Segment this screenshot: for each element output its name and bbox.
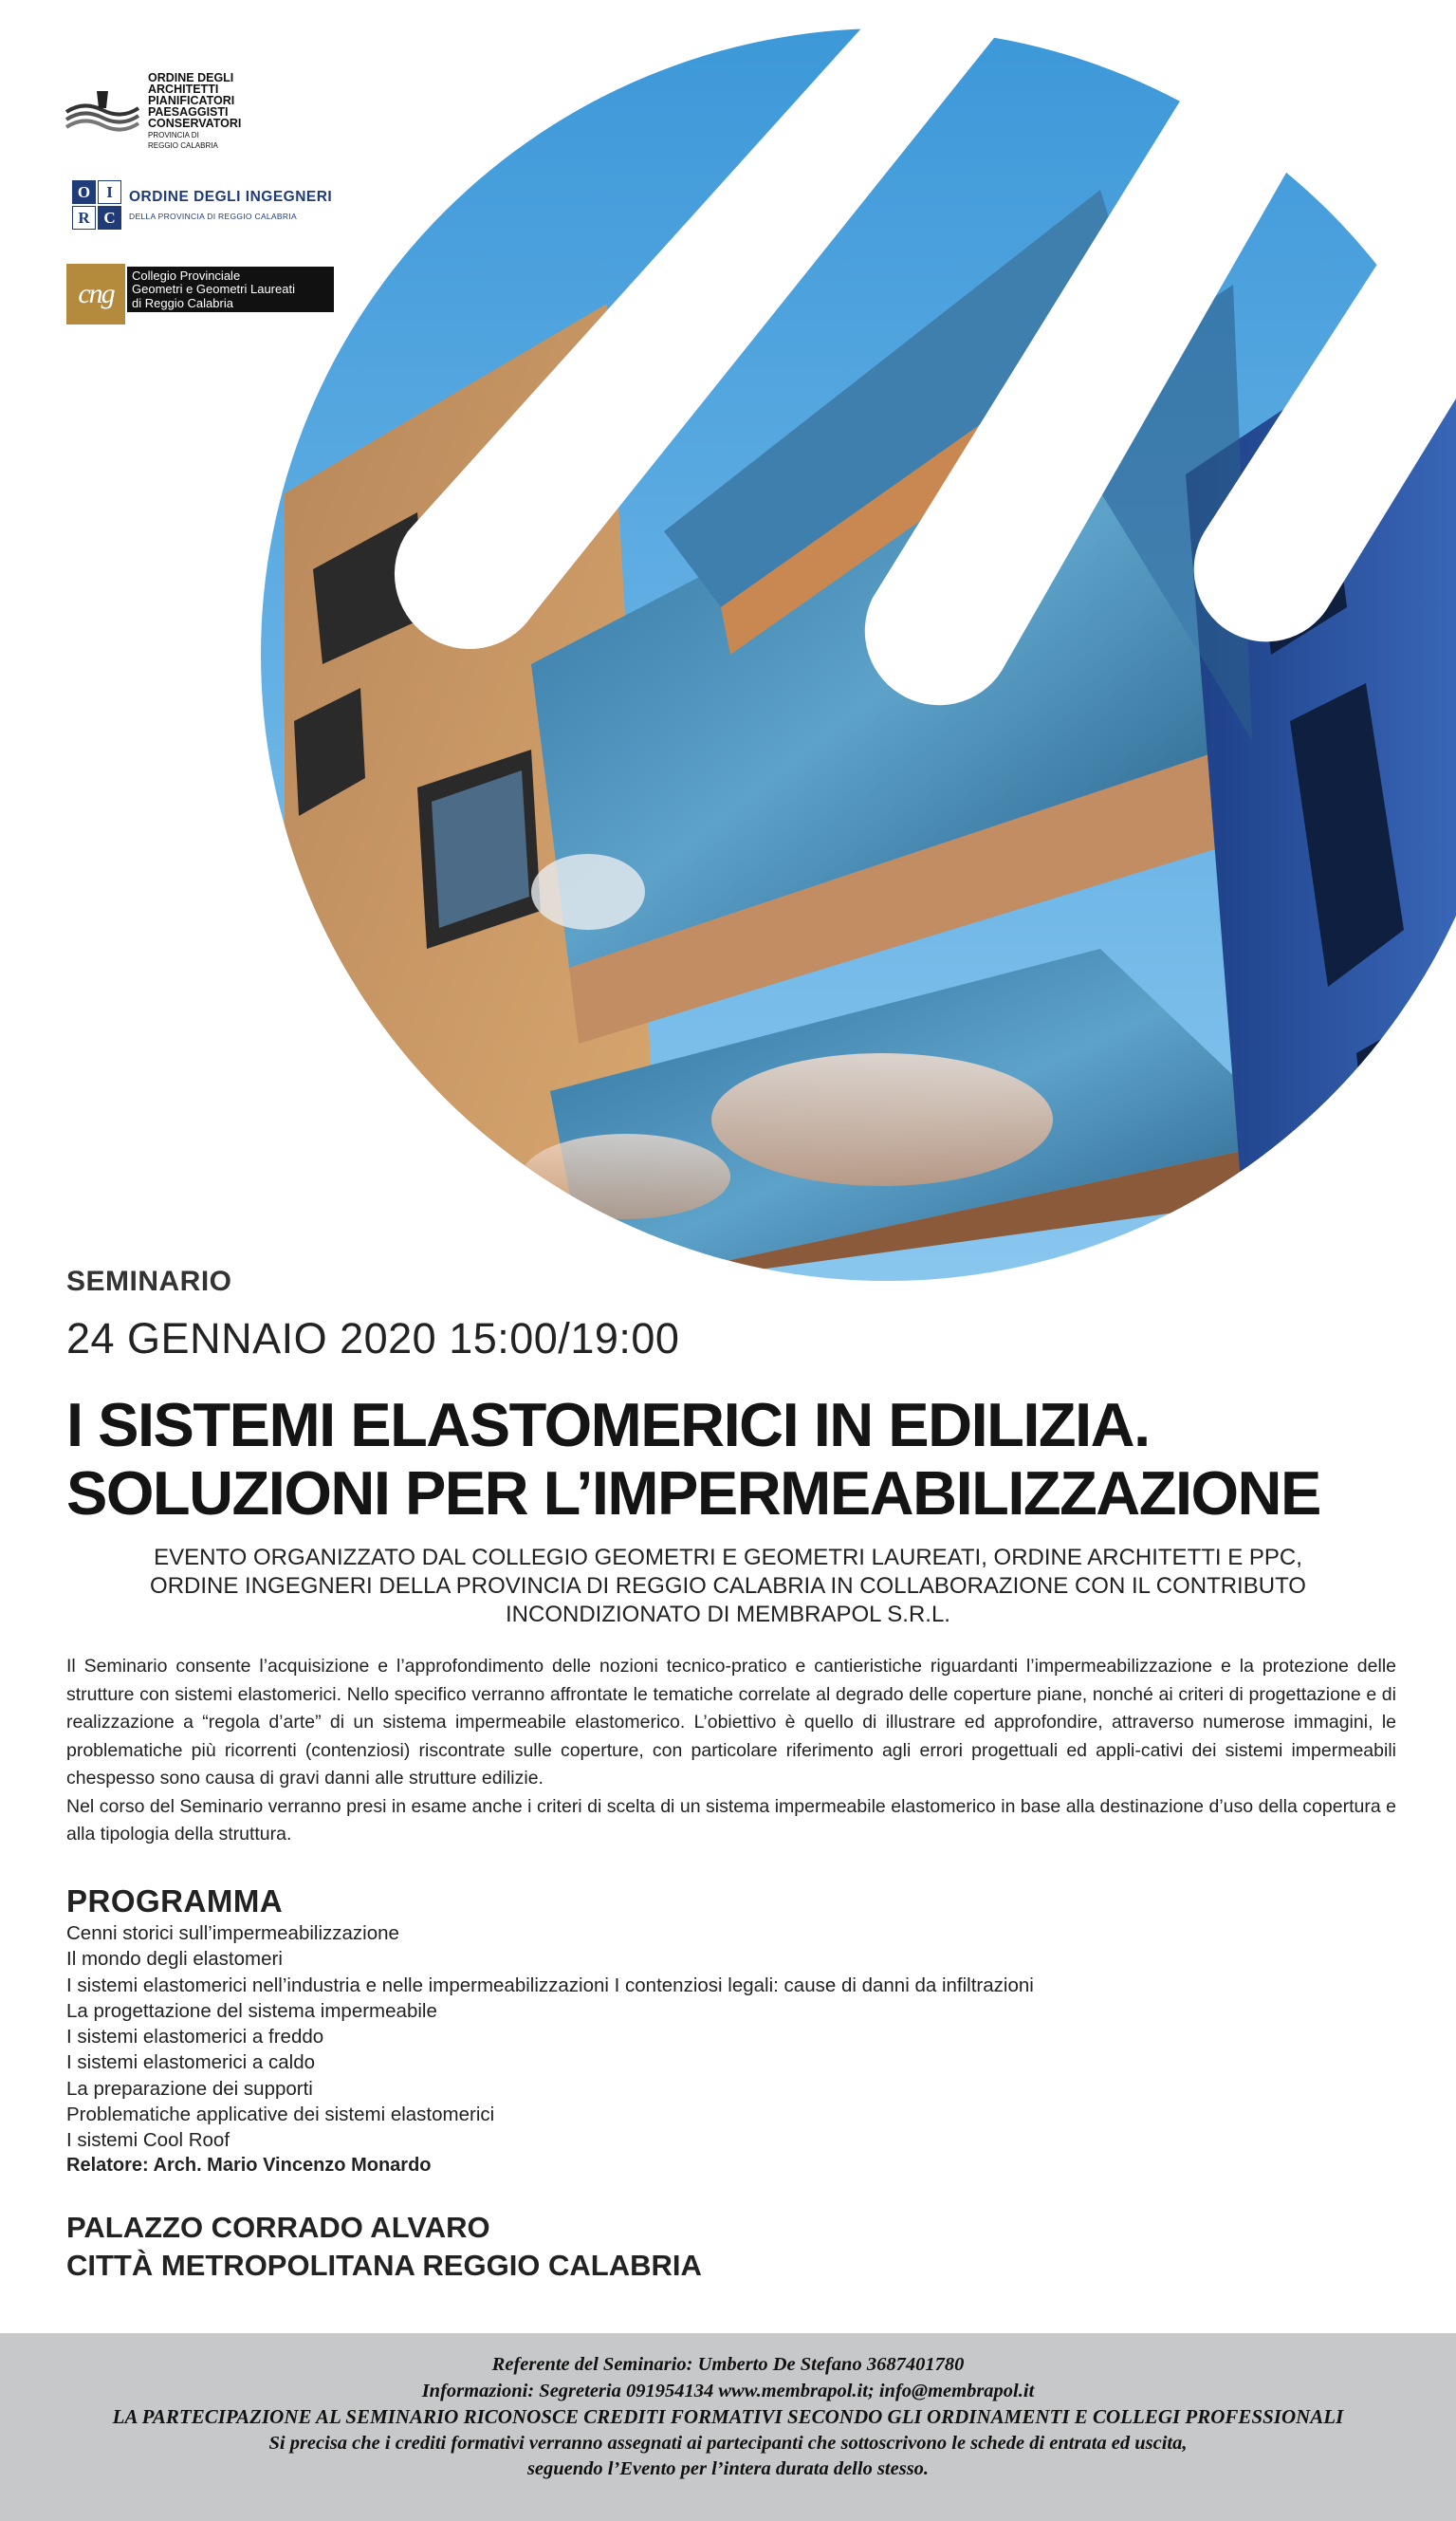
footer-referente: Referente del Seminario: Umberto De Stefano 3687401780 [491,2354,965,2375]
programma-list [66,1920,1034,2154]
programma-heading: PROGRAMMA [66,1883,284,1919]
footer-informazioni: Informazioni: Segreteria 091954134 www.membrapol.it; info@membrapol.it [421,2380,1035,2401]
programma-item: Il mondo degli elastomeri [66,1948,283,1971]
logo-ordine-ingegneri [72,180,332,230]
programma-item: La progettazione del sistema impermeabile [66,1999,437,2022]
footer-nota: seguendo l’Evento per l’intera durata dello stesso. [526,2458,930,2479]
event-organizers: EVENTO ORGANIZZATO DAL COLLEGIO GEOMETRI E GEOMETRI LAUREATI, ORDINE ARCHITETTI E PPC, ORDINE INGEGNERI DELLA PROVINCIA DI REGGIO CALABRIA IN COLLABORAZIONE CON IL CONTRIBUTO INCONDIZIONATO DI MEMBRAPOL S.R.L. [150,1545,1306,1627]
venue: PALAZZO CORRADO ALVARO CITTÀ METROPOLITANA REGGIO CALABRIA [66,2211,702,2282]
event-datetime: 24 GENNAIO 2020 15:00/19:00 [66,1314,680,1362]
programma-item: La preparazione dei supporti [66,2077,313,2100]
footer-nota: Si precisa che i crediti formativi verranno assegnati ai partecipanti che sottoscrivono le schede di entrata ed uscita, [268,2432,1188,2454]
programma-item: Problematiche applicative dei sistemi elastomerici [66,2104,495,2126]
description-paragraph: Nel corso del Seminario verranno presi in esame anche i criteri di scelta di un sistema impermeabile elastomerico in base alla destinazione d’uso della copertura e alla tipologia della struttura. [66,1795,1396,1844]
footer-crediti: LA PARTECIPAZIONE AL SEMINARIO RICONOSCE CREDITI FORMATIVI SECONDO GLI ORDINAMENTI E COLLEGI PROFESSIONALI [112,2405,1344,2428]
event-description [66,1653,1396,1849]
programma-item: I sistemi elastomerici a freddo [66,2026,324,2048]
description-paragraph: Il Seminario consente l’acquisizione e l’approfondimento delle nozioni tecnico-pratico e cantieristiche riguardanti l’impermeabilizzazione e la protezione delle strutture con sistemi elastomerici. Nello specifico verranno affrontate le tematiche correlate al degrado delle coperture piane, nonché ai criteri di progettazione e di realizzazione a “regola d’arte” di un sistema impermeabile elastomerico. L’obiettivo è quello di illustrare ed approfondire, attraverso numerose immagini, le problematiche più ricorrenti (contenziosi) riscontrate sulle coperture, con particolare riferimento agli errori progettuali ed appli-cativi dei sistemi impermeabili chespesso sono causa di gravi danni alle strutture edilizie. [66,1656,1396,1789]
architetti-waves-icon [65,87,140,135]
ingegneri-title: ORDINE DEGLI INGEGNERI [129,189,333,205]
event-kind: SEMINARIO [66,1266,232,1297]
event-title: I SISTEMI ELASTOMERICI IN EDILIZIA. SOLUZIONI PER L’IMPERMEABILIZZAZIONE [66,1390,1320,1528]
programma-item: I sistemi elastomerici nell’industria e nelle impermeabilizzazioni I contenziosi legali: cause di danni da infiltrazioni [66,1974,1034,1996]
programma-item: Cenni storici sull’impermeabilizzazione [66,1922,399,1944]
programma-item: I sistemi elastomerici a caldo [66,2051,316,2074]
geometri-text: Collegio Provinciale Geometri e Geometri Laureati di Reggio Calabria [127,267,334,313]
oirc-mark: O I R C [72,180,121,230]
ingegneri-subtitle: DELLA PROVINCIA DI REGGIO CALABRIA [129,212,297,221]
logo-collegio-geometri [66,264,334,324]
geometri-mark: cng [66,264,125,324]
logo-ordine-architetti [65,72,241,150]
architetti-text: ORDINE DEGLI ARCHITETTI PIANIFICATORI PAESAGGISTI CONSERVATORI PROVINCIA DI REGGIO CALABRIA [148,71,242,150]
relatore: Relatore: Arch. Mario Vincenzo Monardo [66,2155,432,2176]
programma-item: I sistemi Cool Roof [66,2129,230,2152]
footer-info-band [0,2333,1456,2521]
